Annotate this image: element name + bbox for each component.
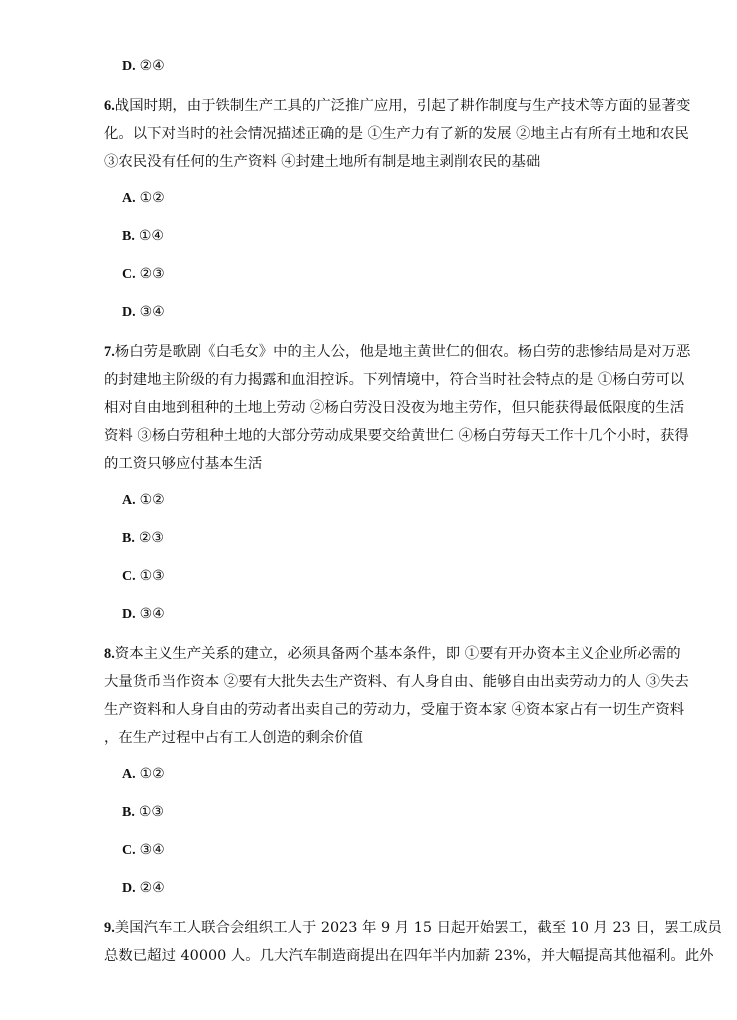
question-6-line-1 [104, 96, 690, 116]
option-text: ①② [139, 190, 165, 206]
question-7-line-4 [104, 426, 689, 446]
option-text: ①② [139, 766, 165, 782]
option-letter: A. [122, 493, 136, 508]
option-text: ①③ [139, 568, 165, 584]
option-letter: D. [122, 305, 136, 320]
option-text: ①④ [138, 228, 164, 244]
option-8-a[interactable] [122, 764, 165, 785]
option-8-d[interactable] [122, 878, 165, 899]
option-text: ③④ [139, 842, 165, 858]
question-7-line-5 [104, 454, 262, 474]
question-6-line-3 [104, 152, 540, 172]
option-letter: D. [122, 881, 136, 896]
option-8-c[interactable] [122, 840, 165, 861]
option-8-b[interactable] [122, 802, 164, 823]
question-8-line-1 [104, 644, 681, 664]
option-text: ②③ [138, 530, 164, 546]
option-text: ②③ [139, 266, 165, 282]
option-letter: D. [122, 607, 136, 622]
question-text: 杨白劳是歌剧《白毛女》中的主人公，他是地主黄世仁的佃农。杨白劳的悲惨结局是对万恶 [114, 344, 691, 360]
question-text: 相对自由地到租种的土地上劳动 ②杨白劳没日没夜为地主劳作，但只能获得最低限度的生活 [104, 400, 685, 416]
option-7-c[interactable] [122, 566, 165, 587]
question-7-line-3 [104, 398, 684, 418]
question-text: ③农民没有任何的生产资料 ④封建土地所有制是地主剥削农民的基础 [104, 154, 541, 170]
option-letter: A. [122, 191, 136, 206]
option-text: ①③ [138, 804, 164, 820]
question-text: 总数已超过 40000 人。几大汽车制造商提出在四年半内加薪 23%，并大幅提高其他福利。此外 [104, 948, 714, 964]
option-6-d[interactable] [122, 302, 165, 323]
question-text: 生产资料和人身自由的劳动者出卖自己的劳动力，受雇于资本家 ④资本家占有一切生产资料 [104, 702, 685, 718]
option-prev-d[interactable] [122, 56, 165, 77]
question-text: 资本主义生产关系的建立，必须具备两个基本条件，即 ①要有开办资本主义企业所必需的 [114, 646, 681, 662]
question-text: 的工资只够应付基本生活 [104, 456, 263, 472]
option-text: ③④ [139, 606, 165, 622]
question-text: 资料 ③杨白劳租种土地的大部分劳动成果要交给黄世仁 ④杨白劳每天工作十几个小时，获得 [104, 428, 689, 444]
question-7-line-1 [104, 342, 690, 362]
question-8-line-2 [104, 672, 689, 692]
question-text: 化。以下对当时的社会情况描述正确的是 ①生产力有了新的发展 ②地主占有所有土地和农民 [104, 126, 689, 142]
option-text: ①② [139, 492, 165, 508]
option-6-c[interactable] [122, 264, 165, 285]
option-7-d[interactable] [122, 604, 165, 625]
question-6-line-2 [104, 124, 689, 144]
option-6-b[interactable] [122, 226, 164, 247]
question-9-line-2 [104, 946, 714, 966]
question-number: 8. [104, 646, 115, 662]
question-9-line-1 [104, 918, 722, 938]
question-number: 9. [104, 920, 115, 936]
option-7-a[interactable] [122, 490, 165, 511]
option-letter: A. [122, 767, 136, 782]
option-letter: C. [122, 569, 136, 584]
question-8-line-4 [104, 728, 363, 748]
option-letter: C. [122, 843, 136, 858]
option-letter: B. [122, 531, 135, 546]
option-text: ②④ [139, 880, 165, 896]
question-number: 7. [104, 344, 115, 360]
option-letter: D. [122, 59, 136, 74]
question-text: 战国时期，由于铁制生产工具的广泛推广应用，引起了耕作制度与生产技术等方面的显著变 [114, 98, 691, 114]
question-text: 大量货币当作资本 ②要有大批失去生产资料、有人身自由、能够自由出卖劳动力的人 ③失去 [104, 674, 689, 690]
question-text: 美国汽车工人联合会组织工人于 2023 年 9 月 15 日起开始罢工，截至 10 月 23 日，罢工成员 [114, 920, 722, 936]
question-8-line-3 [104, 700, 684, 720]
option-6-a[interactable] [122, 188, 165, 209]
question-number: 6. [104, 98, 115, 114]
option-letter: B. [122, 805, 135, 820]
question-7-line-2 [104, 370, 684, 390]
option-7-b[interactable] [122, 528, 164, 549]
option-letter: C. [122, 267, 136, 282]
question-text: 的封建地主阶级的有力揭露和血泪控诉。下列情境中，符合当时社会特点的是 ①杨白劳可以 [104, 372, 685, 388]
option-text: ③④ [139, 304, 165, 320]
option-text: ②④ [139, 58, 165, 74]
option-letter: B. [122, 229, 135, 244]
question-text: ，在生产过程中占有工人创造的剩余价值 [104, 730, 364, 746]
